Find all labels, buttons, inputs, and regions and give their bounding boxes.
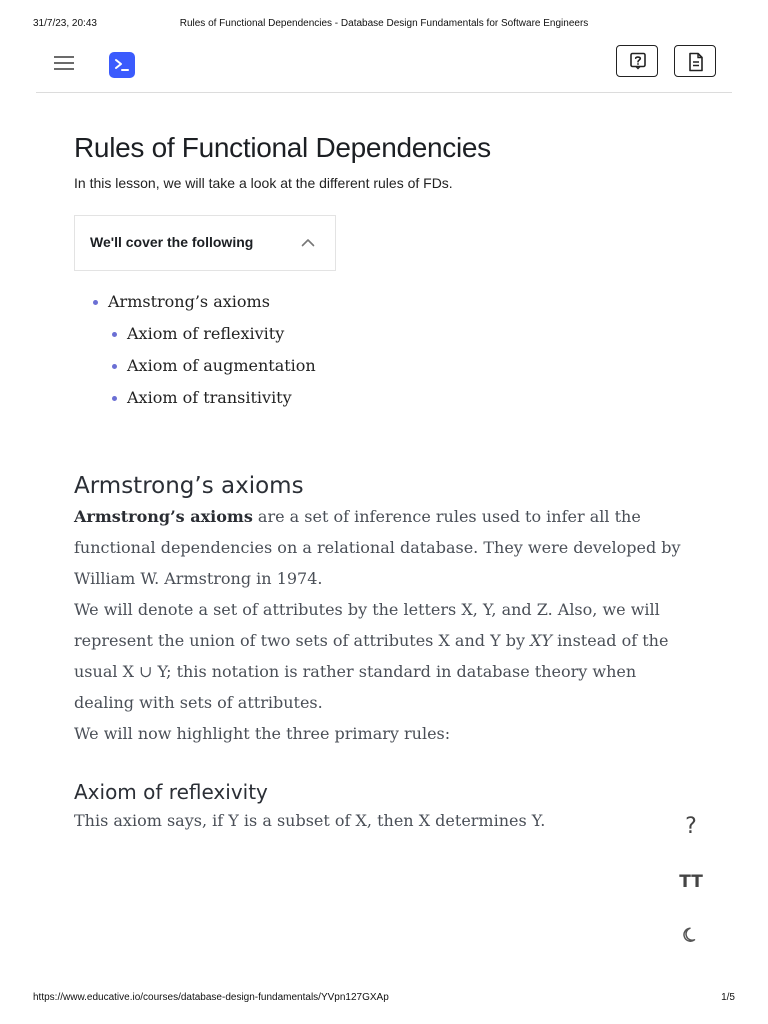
lesson-summary: In this lesson, we will take a look at the different rules of FDs.: [74, 175, 453, 191]
print-datetime: 31/7/23, 20:43: [33, 18, 97, 29]
lesson-content: [74, 130, 694, 836]
paragraph-text: are a set of inference rules used to infer all the functional dependencies on a relational database. They were developed by William W. Armstrong in 1974.: [74, 507, 681, 588]
toc-label: We'll cover the following: [90, 234, 254, 250]
section-heading-armstrongs-axioms: Armstrong’s axioms: [74, 473, 304, 499]
page-title: Rules of Functional Dependencies: [74, 132, 491, 163]
paragraph-armstrong-definition: [74, 501, 694, 594]
toc-item-axiom-of-reflexivity[interactable]: Axiom of reflexivity: [74, 321, 694, 353]
chevron-up-icon: [301, 238, 315, 247]
lesson-notes-button[interactable]: [674, 45, 716, 77]
moon-icon[interactable]: [676, 926, 706, 948]
print-page-title: Rules of Functional Dependencies - Database Design Fundamentals for Software Engineers: [179, 18, 589, 29]
toc-item-axiom-of-augmentation[interactable]: Axiom of augmentation: [74, 353, 694, 385]
paragraph-text: instead of the usual X ∪ Y; this notation is rather standard in database theory when dealing with sets of attributes.: [74, 631, 669, 712]
paragraph-reflexivity: This axiom says, if Y is a subset of X, then X determines Y.: [74, 811, 546, 830]
bold-term-armstrongs-axioms: Armstrong’s axioms: [74, 507, 253, 526]
document-icon: [687, 52, 705, 72]
italic-xy: XY: [530, 631, 553, 650]
toc-list: [74, 289, 694, 417]
paragraph-primary-rules-intro: We will now highlight the three primary rules:: [74, 724, 451, 743]
hamburger-icon[interactable]: [54, 56, 74, 72]
ask-question-button[interactable]: [616, 45, 658, 77]
top-navigation-bar: [36, 40, 732, 93]
terminal-prompt-icon[interactable]: [109, 52, 135, 78]
paragraph-text: We will denote a set of attributes by the letters X, Y, and Z. Also, we will represent the union of two sets of attributes X and Y by: [74, 600, 660, 650]
print-page-number: 1/5: [721, 992, 735, 1003]
paragraph-notation: [74, 594, 694, 718]
print-footer: [33, 992, 735, 1006]
help-question-icon[interactable]: ?: [685, 814, 697, 839]
print-header: [33, 18, 735, 32]
print-url: https://www.educative.io/courses/database-design-fundamentals/YVpn127GXAp: [33, 992, 389, 1003]
question-square-icon: [629, 52, 647, 70]
section-heading-axiom-of-reflexivity: Axiom of reflexivity: [74, 780, 268, 804]
toc-item-axiom-of-transitivity[interactable]: Axiom of transitivity: [74, 385, 694, 417]
toc-item-armstrongs-axioms[interactable]: Armstrong’s axioms: [74, 289, 694, 321]
text-size-icon[interactable]: TT: [679, 872, 703, 892]
toc-toggle[interactable]: [74, 215, 336, 271]
